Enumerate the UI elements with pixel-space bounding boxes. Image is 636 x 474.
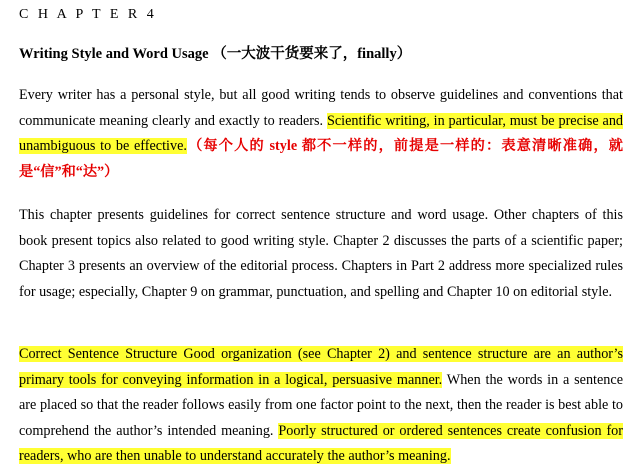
heading-title: Writing Style and Word Usage <box>19 46 209 62</box>
chapter-label: C H A P T E R 4 <box>19 7 157 22</box>
paragraph-intro-text: Every writer has a personal style, but all good writing tends to observe guidelines and conventions that communicate meaning clearly and exactly to readers. <box>19 87 623 129</box>
highlighted-text: Poorly structured or ordered sentences create confusion for readers, who are then unable to understand accurately the author’s meaning. <box>19 422 623 464</box>
paragraph-body-text: When the words in a sentence are placed so that the reader follows easily from one factor point to the next, then the reader is best able to comprehend the author’s intended meaning. <box>19 371 623 439</box>
heading-annotation: （一大波干货要来了，finally） <box>212 46 412 62</box>
paragraph-chapter-overview: This chapter presents guidelines for correct sentence structure and word usage. Other chapters of this book present topics also related to good writing style. Chapter 2 discusses the parts of a scientific paper; Chapter 3 presents an overview of the editorial process. Chapters in Part 2 address more specialized rules for usage; especially, Chapter 9 on grammar, punctuation, and spelling and Chapter 10 on editorial style. <box>19 207 623 300</box>
annotation-note: （每个人的 style 都不一样的，前提是一样的：表意清晰准确，就是“信”和“达”） <box>19 138 623 180</box>
highlighted-text: Correct Sentence Structure Good organization (see Chapter 2) and sentence structure are an author’s primary tools for conveying information in a logical, persuasive manner. <box>19 346 623 388</box>
paragraph-sentence-structure <box>19 342 623 470</box>
highlighted-text: Scientific writing, in particular, must be precise and unambiguous to be effective. <box>19 112 624 154</box>
section-heading <box>19 44 411 64</box>
paragraph-intro <box>19 83 623 185</box>
